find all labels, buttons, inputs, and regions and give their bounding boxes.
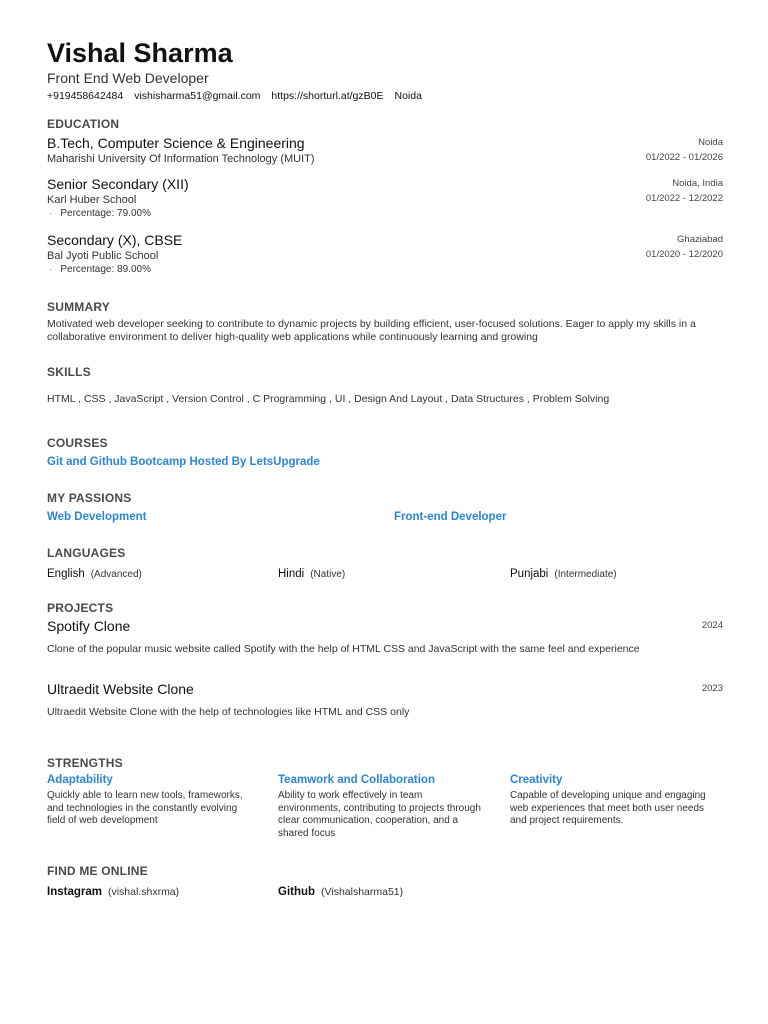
language-item [510, 564, 617, 582]
online-item[interactable] [278, 882, 403, 900]
education-place: Noida, India [672, 178, 723, 189]
education-meta [646, 232, 723, 262]
passions-heading: MY PASSIONS [47, 491, 132, 505]
website-link[interactable]: https://shorturl.at/gzB0E [271, 90, 384, 102]
language-name: English [47, 568, 85, 580]
online-heading: FIND ME ONLINE [47, 864, 148, 878]
education-item [47, 232, 723, 276]
education-dates: 01/2022 - 01/2026 [645, 152, 723, 163]
project-year: 2024 [701, 620, 723, 631]
project-item [47, 618, 723, 668]
languages-heading: LANGUAGES [47, 546, 126, 560]
strengths-heading: STRENGTHS [47, 756, 123, 770]
education-place: Noida [698, 137, 723, 148]
language-level: (Intermediate) [554, 569, 617, 580]
summary-text: Motivated web developer seeking to contribute to dynamic projects by building efficient, user-focused solutions. Eager to apply my skills in a collaborative environment to deliver high-quality web applications while continuously learning and growing [47, 318, 696, 343]
strength-title: Teamwork and Collaboration [278, 774, 435, 786]
education-meta [646, 135, 723, 165]
education-school: Maharishi University Of Information Technology (MUIT) [47, 153, 315, 165]
online-item[interactable] [47, 882, 179, 900]
strength-description: Quickly able to learn new tools, frameworks, and technologies in the constantly evolving field of web development [47, 790, 243, 826]
strength-description: Ability to work effectively in team environments, contributing to projects through clear communication, cooperation, and a shared focus [278, 790, 481, 839]
education-dates: 01/2022 - 12/2022 [645, 193, 723, 204]
language-name: Punjabi [510, 568, 549, 580]
email[interactable]: vishisharma51@gmail.com [134, 90, 261, 102]
project-description: Ultraedit Website Clone with the help of technologies like HTML and CSS only [47, 706, 410, 718]
strength-description: Capable of developing unique and engaging web experiences that meet both user needs and project requirements. [510, 790, 706, 826]
online-handle[interactable]: (vishal.shxrma) [107, 886, 180, 898]
strength-item [47, 774, 252, 828]
language-item [278, 564, 345, 582]
education-note: · Percentage: 79.00% [49, 208, 151, 219]
candidate-name: Vishal Sharma [47, 38, 233, 68]
phone[interactable]: +919458642484 [47, 90, 124, 102]
skills-list: HTML , CSS , JavaScript , Version Control , C Programming , UI , Design And Layout , Data Structures , Problem Solving [47, 393, 610, 405]
education-title: Secondary (X), CBSE [47, 232, 183, 248]
strength-title: Creativity [510, 774, 563, 786]
location: Noida [394, 90, 422, 102]
project-year: 2023 [701, 683, 723, 694]
project-item [47, 681, 723, 731]
language-item [47, 564, 142, 582]
course-link[interactable]: Git and Github Bootcamp Hosted By LetsUpgrade [47, 456, 320, 468]
strength-item [278, 774, 483, 840]
job-role: Front End Web Developer [47, 70, 209, 86]
strength-item [510, 774, 715, 828]
online-platform: Instagram [47, 886, 102, 898]
education-dates: 01/2020 - 12/2020 [645, 249, 723, 260]
education-item [47, 135, 723, 166]
skills-heading: SKILLS [47, 365, 91, 379]
passion-link[interactable]: Front-end Developer [394, 511, 507, 523]
online-handle[interactable]: (Vishalsharma51) [321, 886, 404, 898]
online-platform: Github [278, 886, 316, 898]
project-title: Ultraedit Website Clone [47, 681, 194, 697]
education-meta [646, 176, 723, 206]
projects-heading: PROJECTS [47, 601, 114, 615]
summary-heading: SUMMARY [47, 300, 110, 314]
project-title: Spotify Clone [47, 618, 131, 634]
strength-title: Adaptability [47, 774, 113, 786]
header [47, 38, 723, 102]
language-level: (Advanced) [90, 569, 142, 580]
education-item [47, 176, 723, 220]
education-title: Senior Secondary (XII) [47, 176, 189, 192]
passion-link[interactable]: Web Development [47, 511, 147, 523]
education-place: Ghaziabad [677, 234, 723, 245]
contact-line [47, 90, 723, 102]
language-name: Hindi [278, 568, 305, 580]
project-description: Clone of the popular music website called Spotify with the help of HTML CSS and JavaScript with the same feel and experience [47, 643, 640, 655]
education-school: Karl Huber School [47, 194, 137, 206]
language-level: (Native) [310, 569, 346, 580]
education-title: B.Tech, Computer Science & Engineering [47, 135, 305, 151]
education-school: Bal Jyoti Public School [47, 250, 159, 262]
education-heading: EDUCATION [47, 117, 120, 131]
courses-heading: COURSES [47, 436, 108, 450]
education-note: · Percentage: 89.00% [49, 264, 151, 275]
